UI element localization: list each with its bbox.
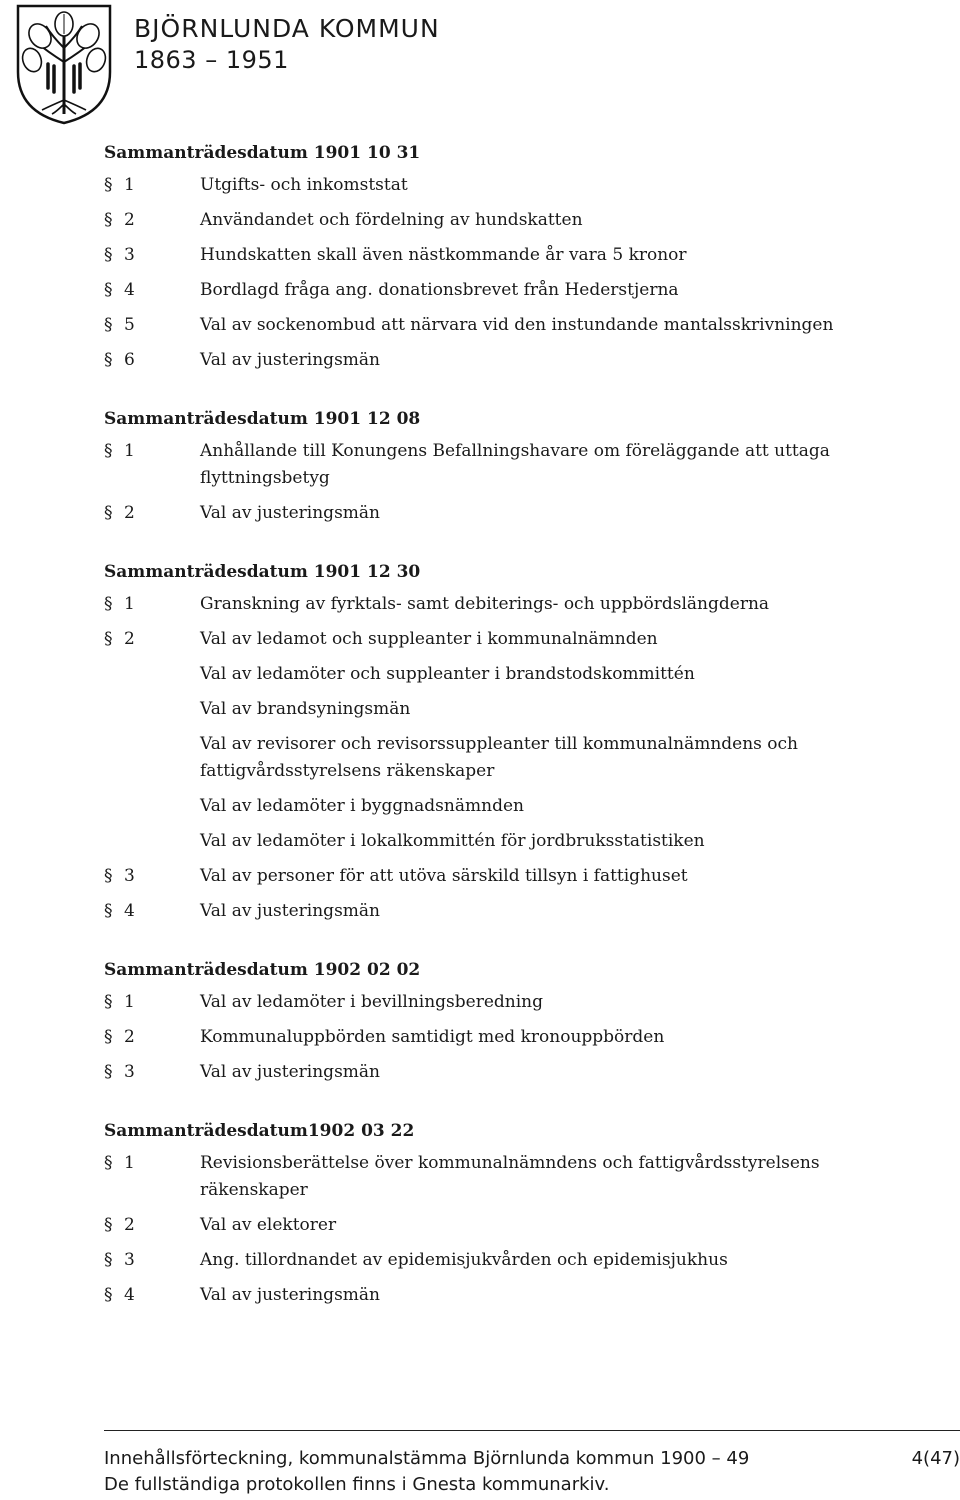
page-number: 4(47) (911, 1448, 960, 1469)
agenda-subjects (200, 172, 864, 199)
section-sign: § (104, 350, 113, 370)
page-header (0, 0, 960, 130)
paragraph-number: 1 (124, 175, 135, 195)
meeting-block (104, 1118, 864, 1309)
paragraph-number: 1 (124, 992, 135, 1012)
meeting-index (104, 140, 864, 1341)
section-sign: § (104, 245, 113, 265)
paragraph-number: 3 (124, 1062, 135, 1082)
section-sign: § (104, 1027, 113, 1047)
agenda-subject: Val av sockenombud att närvara vid den instundande mantalsskrivningen (200, 315, 834, 335)
paragraph-marker (104, 207, 200, 234)
section-sign: § (104, 594, 113, 614)
paragraph-number: 1 (124, 441, 135, 461)
agenda-item (104, 1024, 864, 1051)
year-range: 1863 – 1951 (134, 46, 289, 74)
agenda-subject: Anhållande till Konungens Befallningshavare om föreläggande att uttaga flyttningsbetyg (200, 441, 830, 488)
section-sign: § (104, 1153, 113, 1173)
agenda-item (104, 1212, 864, 1239)
agenda-subject: Val av justeringsmän (200, 1062, 380, 1082)
agenda-subjects (200, 591, 864, 618)
section-sign: § (104, 1250, 113, 1270)
paragraph-number: 2 (124, 1027, 135, 1047)
agenda-subjects (200, 863, 864, 890)
municipality-title: BJÖRNLUNDA KOMMUN (134, 14, 440, 43)
section-sign: § (104, 1215, 113, 1235)
agenda-subject: Hundskatten skall även nästkommande år vara 5 kronor (200, 245, 687, 265)
agenda-subject: Val av ledamot och suppleanter i kommunalnämnden (200, 629, 658, 649)
agenda-item (104, 438, 864, 492)
agenda-item (104, 989, 864, 1016)
agenda-subjects (200, 1212, 864, 1239)
agenda-item (104, 1282, 864, 1309)
agenda-subject: Revisionsberättelse över kommunalnämndens och fattigvårdsstyrelsens räkenskaper (200, 1153, 820, 1200)
agenda-subject: Val av justeringsmän (200, 901, 380, 921)
agenda-subjects (200, 242, 864, 269)
paragraph-number: 1 (124, 1153, 135, 1173)
paragraph-marker (104, 1024, 200, 1051)
agenda-subject: Val av justeringsmän (200, 503, 380, 523)
meeting-date-heading: Sammanträdesdatum 1901 12 30 (104, 562, 421, 582)
agenda-subjects (200, 277, 864, 304)
agenda-subject: Användandet och fördelning av hundskatten (200, 210, 583, 230)
paragraph-marker (104, 863, 200, 890)
paragraph-marker (104, 1150, 200, 1177)
agenda-subject: Val av personer för att utöva särskild tillsyn i fattighuset (200, 866, 688, 886)
agenda-item (104, 863, 864, 890)
paragraph-number: 4 (124, 1285, 135, 1305)
agenda-subject: Granskning av fyrktals- samt debiterings- och uppbördslängderna (200, 594, 770, 614)
agenda-subjects (200, 1150, 864, 1204)
agenda-subject: Val av justeringsmän (200, 1285, 380, 1305)
paragraph-marker (104, 1059, 200, 1086)
agenda-subjects (200, 312, 864, 339)
agenda-subjects (200, 989, 864, 1016)
paragraph-marker (104, 1212, 200, 1239)
agenda-subject: Val av brandsyningsmän (200, 699, 411, 719)
agenda-subjects (200, 438, 864, 492)
meeting-block (104, 140, 864, 374)
agenda-subjects (200, 1247, 864, 1274)
paragraph-number: 2 (124, 503, 135, 523)
paragraph-marker (104, 312, 200, 339)
agenda-subject: Val av ledamöter i bevillningsberedning (200, 992, 543, 1012)
section-sign: § (104, 210, 113, 230)
agenda-subject: Kommunaluppbörden samtidigt med kronouppbörden (200, 1027, 665, 1047)
paragraph-number: 3 (124, 1250, 135, 1270)
agenda-item (104, 898, 864, 925)
meeting-block (104, 559, 864, 925)
agenda-subject: Utgifts- och inkomststat (200, 175, 408, 195)
agenda-subjects (200, 1282, 864, 1309)
paragraph-marker (104, 591, 200, 618)
agenda-subjects (200, 347, 864, 374)
paragraph-marker (104, 172, 200, 199)
paragraph-marker (104, 989, 200, 1016)
agenda-subject: Val av elektorer (200, 1215, 337, 1235)
paragraph-number: 1 (124, 594, 135, 614)
meeting-block (104, 406, 864, 527)
paragraph-marker (104, 1282, 200, 1309)
paragraph-number: 6 (124, 350, 135, 370)
paragraph-marker (104, 626, 200, 653)
paragraph-marker (104, 500, 200, 527)
paragraph-number: 2 (124, 629, 135, 649)
agenda-item (104, 1247, 864, 1274)
paragraph-number: 5 (124, 315, 135, 335)
section-sign: § (104, 1285, 113, 1305)
section-sign: § (104, 503, 113, 523)
meeting-block (104, 957, 864, 1086)
agenda-subjects (200, 1024, 864, 1051)
meeting-date-heading: Sammanträdesdatum1902 03 22 (104, 1121, 415, 1141)
agenda-item (104, 1059, 864, 1086)
paragraph-number: 2 (124, 1215, 135, 1235)
section-sign: § (104, 175, 113, 195)
section-sign: § (104, 992, 113, 1012)
paragraph-marker (104, 242, 200, 269)
meeting-date-heading: Sammanträdesdatum 1901 12 08 (104, 409, 421, 429)
agenda-item (104, 1150, 864, 1204)
paragraph-marker (104, 347, 200, 374)
agenda-subjects (200, 626, 864, 855)
agenda-subject: Val av revisorer och revisorssuppleanter till kommunalnämndens och fattigvårdsstyrelsens räkenskaper (200, 734, 798, 781)
coat-of-arms-logo (12, 2, 116, 126)
paragraph-marker (104, 438, 200, 465)
section-sign: § (104, 280, 113, 300)
paragraph-number: 3 (124, 866, 135, 886)
footer-note: De fullständiga protokollen finns i Gnesta kommunarkiv. (104, 1474, 610, 1495)
paragraph-number: 4 (124, 280, 135, 300)
agenda-subject: Ang. tillordnandet av epidemisjukvården och epidemisjukhus (200, 1250, 728, 1270)
paragraph-marker (104, 898, 200, 925)
agenda-item (104, 347, 864, 374)
agenda-subjects (200, 500, 864, 527)
agenda-subject: Bordlagd fråga ang. donationsbrevet från Hederstjerna (200, 280, 679, 300)
paragraph-marker (104, 1247, 200, 1274)
agenda-subjects (200, 207, 864, 234)
meeting-date-heading: Sammanträdesdatum 1902 02 02 (104, 960, 421, 980)
agenda-item (104, 277, 864, 304)
meeting-date-heading: Sammanträdesdatum 1901 10 31 (104, 143, 421, 163)
paragraph-number: 2 (124, 210, 135, 230)
section-sign: § (104, 866, 113, 886)
section-sign: § (104, 441, 113, 461)
section-sign: § (104, 901, 113, 921)
agenda-subject: Val av justeringsmän (200, 350, 380, 370)
agenda-subject: Val av ledamöter i lokalkommittén för jordbruksstatistiken (200, 831, 705, 851)
paragraph-number: 4 (124, 901, 135, 921)
agenda-item (104, 207, 864, 234)
agenda-item (104, 312, 864, 339)
section-sign: § (104, 629, 113, 649)
section-sign: § (104, 1062, 113, 1082)
agenda-subjects (200, 1059, 864, 1086)
footer-title: Innehållsförteckning, kommunalstämma Björnlunda kommun 1900 – 49 (104, 1448, 750, 1469)
footer-divider (104, 1430, 960, 1431)
agenda-item (104, 591, 864, 618)
paragraph-marker (104, 277, 200, 304)
section-sign: § (104, 315, 113, 335)
agenda-item (104, 500, 864, 527)
agenda-item (104, 242, 864, 269)
paragraph-number: 3 (124, 245, 135, 265)
agenda-subject: Val av ledamöter och suppleanter i brandstodskommittén (200, 664, 695, 684)
agenda-item (104, 626, 864, 855)
agenda-subjects (200, 898, 864, 925)
agenda-item (104, 172, 864, 199)
agenda-subject: Val av ledamöter i byggnadsnämnden (200, 796, 524, 816)
